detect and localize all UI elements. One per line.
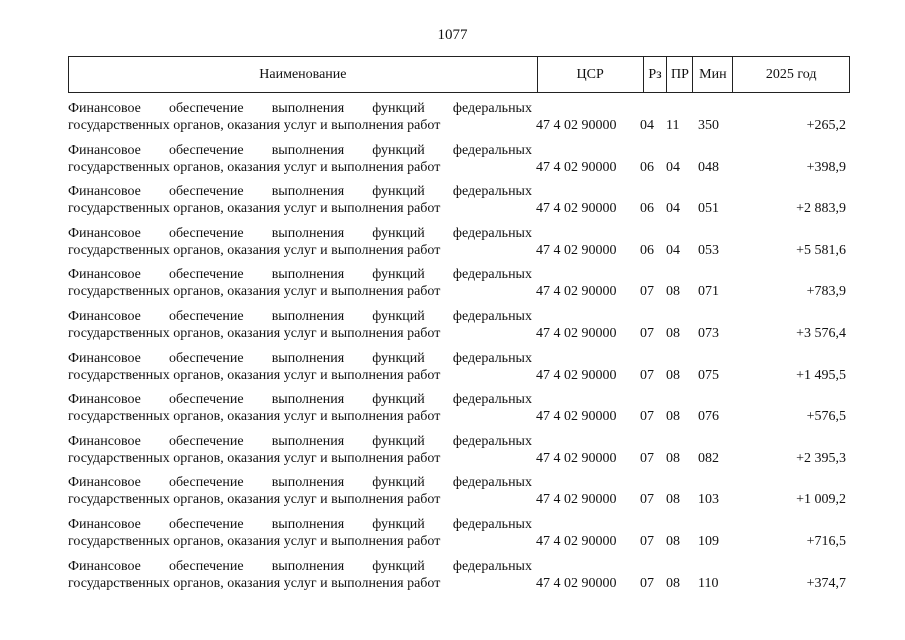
column-header-rz: Рз [644, 57, 668, 92]
page-number: 1077 [437, 27, 468, 43]
row-csr: 47 4 02 90000 [536, 450, 617, 466]
row-value: +5 581,6 [796, 242, 846, 258]
row-min: 103 [698, 492, 719, 508]
row-name-word: федеральных [452, 516, 532, 532]
row-csr: 47 4 02 90000 [536, 118, 617, 133]
row-rz: 07 [640, 533, 654, 549]
row-name-word: Финансовое [68, 142, 141, 158]
row-name-word: Финансовое [68, 475, 141, 491]
row-name-word: выполнения [271, 225, 345, 241]
row-name-word: Финансовое [68, 558, 141, 574]
table-row [68, 225, 850, 267]
row-value: +1 495,5 [796, 367, 846, 383]
row-pr: 04 [666, 242, 680, 258]
table-row [68, 350, 850, 392]
row-name-word: Финансовое [68, 350, 141, 366]
row-name-word: обеспечение [169, 225, 244, 241]
row-value: +783,9 [806, 284, 846, 300]
table-row [68, 558, 850, 600]
row-name-line2: государственных органов, оказания услуг и выполнения работ [68, 367, 441, 383]
row-name-word: выполнения [271, 516, 345, 532]
row-min: 110 [698, 575, 719, 591]
row-pr: 08 [666, 325, 680, 341]
row-name-word: федеральных [452, 308, 532, 324]
row-name-line1 [68, 142, 532, 159]
row-name-word: обеспечение [169, 308, 244, 324]
row-name-word: выполнения [271, 558, 345, 574]
row-name-word: функций [372, 433, 425, 449]
row-name-word: функций [372, 101, 425, 116]
row-pr: 08 [666, 492, 680, 508]
row-name-line2: государственных органов, оказания услуг и выполнения работ [68, 325, 441, 341]
row-name-line2: государственных органов, оказания услуг и выполнения работ [68, 284, 441, 300]
row-name [68, 142, 532, 176]
row-name-word: функций [372, 475, 425, 491]
row-name-line2: государственных органов, оказания услуг и выполнения работ [68, 159, 441, 175]
row-name-word: обеспечение [169, 516, 244, 532]
row-name-word: федеральных [452, 558, 532, 574]
row-csr: 47 4 02 90000 [536, 575, 617, 591]
row-name [68, 474, 532, 508]
table-row [68, 308, 850, 350]
row-name [68, 433, 532, 467]
row-rz: 07 [640, 492, 654, 508]
row-name-word: обеспечение [169, 475, 244, 491]
row-name-word: федеральных [452, 433, 532, 449]
row-csr: 47 4 02 90000 [536, 284, 617, 300]
row-min: 073 [698, 325, 719, 341]
row-rz: 04 [640, 118, 654, 133]
table-row [68, 142, 850, 184]
row-min: 075 [698, 367, 719, 383]
row-name-word: функций [372, 142, 425, 158]
row-name-word: федеральных [452, 101, 532, 116]
row-name-word: федеральных [452, 184, 532, 200]
table-header [68, 56, 850, 93]
row-name-word: функций [372, 267, 425, 283]
row-name [68, 350, 532, 384]
row-name-word: функций [372, 308, 425, 324]
row-name-word: Финансовое [68, 308, 141, 324]
row-pr: 04 [666, 201, 680, 217]
column-header-name: Наименование [69, 57, 538, 92]
row-name-word: Финансовое [68, 392, 141, 408]
row-name-word: обеспечение [169, 392, 244, 408]
table-row [68, 474, 850, 516]
row-name-word: выполнения [271, 392, 345, 408]
table-row [68, 100, 850, 142]
row-name-word: выполнения [271, 475, 345, 491]
row-name-line2: государственных органов, оказания услуг и выполнения работ [68, 409, 441, 425]
row-name-line1 [68, 558, 532, 575]
row-value: +265,2 [806, 118, 846, 133]
table-body [68, 100, 850, 599]
row-csr: 47 4 02 90000 [536, 159, 617, 175]
row-pr: 08 [666, 575, 680, 591]
row-min: 048 [698, 159, 719, 175]
row-csr: 47 4 02 90000 [536, 367, 617, 383]
column-header-year: 2025 год [765, 66, 817, 82]
row-min: 082 [698, 450, 719, 466]
row-name-line2: государственных органов, оказания услуг и выполнения работ [68, 533, 441, 549]
row-name-line1 [68, 516, 532, 533]
row-name-word: обеспечение [169, 142, 244, 158]
row-name-word: федеральных [452, 392, 532, 408]
row-pr: 08 [666, 367, 680, 383]
table-row [68, 391, 850, 433]
row-name-word: обеспечение [169, 101, 244, 116]
row-value: +398,9 [806, 159, 846, 175]
row-value: +716,5 [806, 533, 846, 549]
row-name-line1 [68, 266, 532, 283]
row-name [68, 183, 532, 217]
table-row [68, 183, 850, 225]
row-name [68, 308, 532, 342]
row-rz: 07 [640, 575, 654, 591]
row-name-line1 [68, 183, 532, 200]
row-name-word: Финансовое [68, 433, 141, 449]
row-pr: 08 [666, 533, 680, 549]
row-name-word: выполнения [271, 308, 345, 324]
row-name [68, 516, 532, 550]
row-pr: 08 [666, 284, 680, 300]
row-min: 350 [698, 118, 719, 133]
row-name-word: Финансовое [68, 267, 141, 283]
row-name-word: обеспечение [169, 350, 244, 366]
row-rz: 07 [640, 409, 654, 425]
row-csr: 47 4 02 90000 [536, 201, 617, 217]
row-name-line2: государственных органов, оказания услуг и выполнения работ [68, 201, 441, 217]
row-rz: 07 [640, 367, 654, 383]
row-value: +3 576,4 [796, 325, 846, 341]
row-csr: 47 4 02 90000 [536, 409, 617, 425]
row-name-word: выполнения [271, 350, 345, 366]
row-name-line2: государственных органов, оказания услуг и выполнения работ [68, 118, 441, 133]
row-name-line2: государственных органов, оказания услуг и выполнения работ [68, 450, 441, 466]
row-name-line1 [68, 225, 532, 242]
row-name [68, 100, 532, 134]
row-name-word: федеральных [452, 475, 532, 491]
row-name [68, 225, 532, 259]
row-rz: 06 [640, 242, 654, 258]
row-value: +374,7 [806, 575, 846, 591]
row-name-word: обеспечение [169, 433, 244, 449]
row-name-word: функций [372, 558, 425, 574]
table-row [68, 266, 850, 308]
row-name-word: обеспечение [169, 267, 244, 283]
row-csr: 47 4 02 90000 [536, 492, 617, 508]
row-name [68, 558, 532, 592]
row-pr: 08 [666, 409, 680, 425]
table-row [68, 516, 850, 558]
row-name-word: федеральных [452, 142, 532, 158]
row-name-word: федеральных [452, 225, 532, 241]
row-min: 076 [698, 409, 719, 425]
row-name-line1 [68, 308, 532, 325]
column-header-csr: ЦСР [538, 57, 644, 92]
row-name-word: Финансовое [68, 101, 141, 116]
row-rz: 06 [640, 159, 654, 175]
row-name-word: Финансовое [68, 516, 141, 532]
row-rz: 07 [640, 284, 654, 300]
row-name-line2: государственных органов, оказания услуг и выполнения работ [68, 575, 441, 591]
row-min: 109 [698, 533, 719, 549]
row-name-line2: государственных органов, оказания услуг и выполнения работ [68, 242, 441, 258]
row-name-line1 [68, 433, 532, 450]
row-name-word: функций [372, 225, 425, 241]
row-name-word: федеральных [452, 267, 532, 283]
row-rz: 06 [640, 201, 654, 217]
table-row [68, 433, 850, 475]
row-pr: 04 [666, 159, 680, 175]
row-value: +1 009,2 [796, 492, 846, 508]
row-name-word: обеспечение [169, 558, 244, 574]
row-pr: 11 [666, 118, 680, 133]
row-name-word: выполнения [271, 142, 345, 158]
row-name [68, 266, 532, 300]
row-name-word: обеспечение [169, 184, 244, 200]
row-min: 051 [698, 201, 719, 217]
row-min: 071 [698, 284, 719, 300]
row-name-word: Финансовое [68, 225, 141, 241]
row-csr: 47 4 02 90000 [536, 242, 617, 258]
row-name-word: функций [372, 392, 425, 408]
row-name-line2: государственных органов, оказания услуг и выполнения работ [68, 492, 441, 508]
row-name-word: выполнения [271, 101, 345, 116]
row-name-word: федеральных [452, 350, 532, 366]
column-header-pr: ПР [667, 57, 693, 92]
row-pr: 08 [666, 450, 680, 466]
row-name-word: функций [372, 516, 425, 532]
row-name-line1 [68, 350, 532, 367]
row-name-word: выполнения [271, 433, 345, 449]
row-name-word: функций [372, 184, 425, 200]
row-name-line1 [68, 100, 532, 117]
row-rz: 07 [640, 325, 654, 341]
row-name-line1 [68, 391, 532, 408]
row-name-word: выполнения [271, 184, 345, 200]
row-value: +2 395,3 [796, 450, 846, 466]
row-name [68, 391, 532, 425]
row-csr: 47 4 02 90000 [536, 533, 617, 549]
column-header-min: Мин [693, 57, 733, 92]
row-csr: 47 4 02 90000 [536, 325, 617, 341]
row-value: +576,5 [806, 409, 846, 425]
row-name-word: выполнения [271, 267, 345, 283]
row-name-word: Финансовое [68, 184, 141, 200]
row-rz: 07 [640, 450, 654, 466]
row-name-line1 [68, 474, 532, 491]
row-name-word: функций [372, 350, 425, 366]
row-min: 053 [698, 242, 719, 258]
row-value: +2 883,9 [796, 201, 846, 217]
